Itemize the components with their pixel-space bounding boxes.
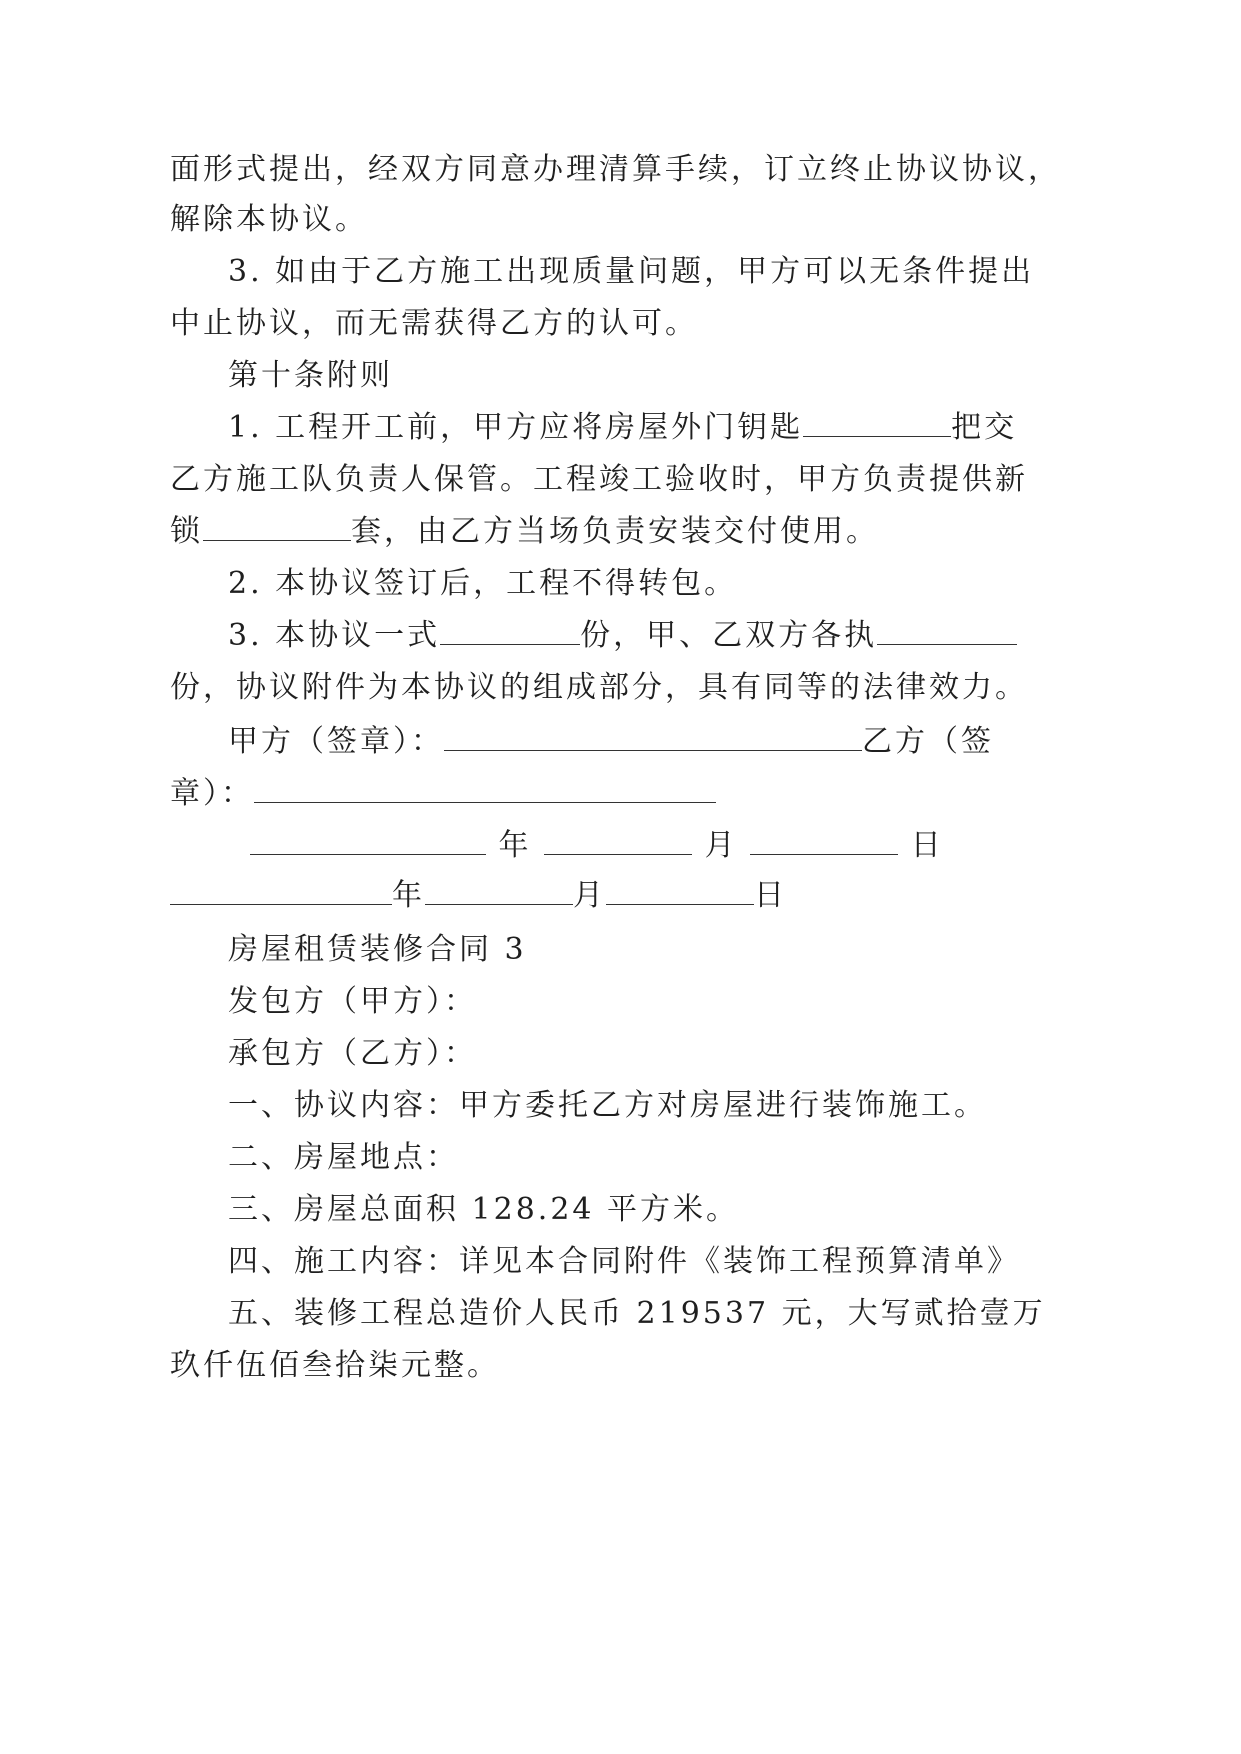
day-blank — [606, 876, 754, 905]
signature-blank-party-b — [254, 774, 716, 803]
fill-in-blank — [440, 616, 580, 645]
text-line: 解除本协议。 — [170, 202, 368, 237]
contract-title: 房屋租赁装修合同 3 — [228, 932, 527, 967]
signature-line-party-a: 甲方（签章）： 乙方（签 — [228, 724, 994, 759]
signature-line-party-b: 章）： — [170, 774, 716, 814]
text-line: 锁 套，由乙方当场负责安装交付使用。 — [170, 514, 879, 549]
date-line-party-b: 年 月 日 — [170, 876, 787, 916]
section-heading: 第十条附则 — [228, 358, 393, 393]
month-blank — [425, 876, 573, 905]
text-line: 份，协议附件为本协议的组成部分，具有同等的法律效力。 — [170, 670, 1028, 705]
date-line-party-a: 年 月 日 — [250, 826, 944, 866]
text-line: 二、房屋地点： — [228, 1140, 459, 1175]
text-line: 面形式提出，经双方同意办理清算手续，订立终止协议协议， — [170, 152, 1061, 187]
day-blank — [750, 826, 898, 855]
text-line: 中止协议，而无需获得乙方的认可。 — [170, 306, 698, 341]
text-line: 3. 如由于乙方施工出现质量问题，甲方可以无条件提出 — [228, 254, 1035, 289]
text-line: 玖仟伍佰叁拾柒元整。 — [170, 1348, 500, 1383]
text-line: 承包方（乙方）： — [228, 1036, 477, 1071]
text-line: 五、装修工程总造价人民币 219537 元，大写贰拾壹万 — [228, 1296, 1046, 1331]
text-line: 1. 工程开工前，甲方应将房屋外门钥匙 把交 — [228, 410, 1018, 445]
fill-in-blank — [803, 408, 951, 437]
text-line: 3. 本协议一式 份，甲、乙双方各执 — [228, 616, 1017, 656]
text-line: 2. 本协议签订后，工程不得转包。 — [228, 566, 738, 601]
text-line: 发包方（甲方）： — [228, 984, 477, 1019]
fill-in-blank — [877, 616, 1017, 645]
fill-in-blank — [203, 512, 351, 541]
text-line: 三、房屋总面积 128.24 平方米。 — [228, 1192, 740, 1227]
year-blank — [170, 876, 392, 905]
text-line: 一、协议内容：甲方委托乙方对房屋进行装饰施工。 — [228, 1088, 987, 1123]
text-line: 乙方施工队负责人保管。工程竣工验收时，甲方负责提供新 — [170, 462, 1028, 497]
signature-blank-party-a — [444, 722, 862, 751]
year-blank — [250, 826, 486, 855]
text-line: 四、施工内容：详见本合同附件《装饰工程预算清单》 — [228, 1244, 1020, 1279]
month-blank — [544, 826, 692, 855]
